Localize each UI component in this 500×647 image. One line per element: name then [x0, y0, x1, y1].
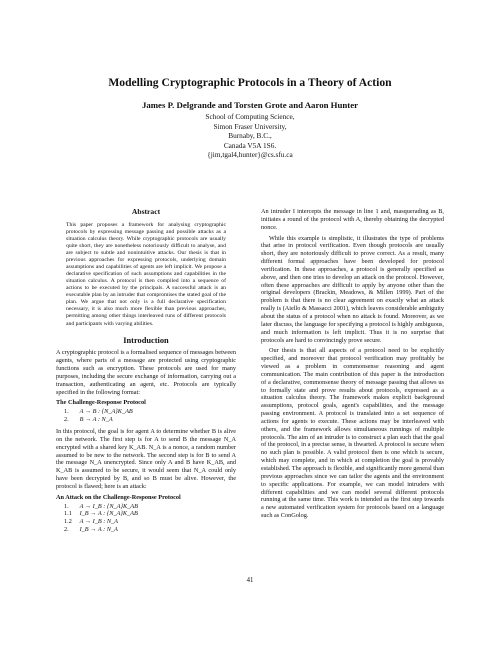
paper-authors: James P. Delgrande and Torsten Grote and Aaron Hunter: [141, 100, 359, 110]
intro-paragraph: In this protocol, the goal is for agent A to determine whether B is alive on the network. The first step is for A to send B the message N_A encrypted with a shared key K_AB. N_A is a nonce, a random number assumed to be new to the network. The second step is for B to send A the message N_A unencrypted. Since only A and B have K_AB, and K_AB is assumed to be secure, it would seem that N_A could only have been decrypted by B, and so B must be alive. However, the protocol is flawed; here is an attack:: [56, 427, 236, 490]
protocol-step: [56, 416, 236, 424]
body-paragraph: An intruder I intercepts the message in line 1 and, masquerading as B, initiates a round of the protocol with A, thereby obtaining the decrypted nonce.: [261, 208, 444, 231]
abstract-text: This paper proposes a framework for analysing cryptographic protocols by expressing message passing and possible attacks as a situation calculus theory. While cryptographic protocols are usually quite short, they are nonetheless notoriously difficult to analyse, and are subject to subtle and nonintuitive attacks. Our thesis is that in previous approaches for expressing protocols, underlying domain assumptions and capabilities of agents are left implicit. We propose a declarative specification of such assumptions and capabilities in the situation calculus. A protocol is then compiled into a sequence of actions to be executed by the principals. A successful attack is an executable plan by an intruder that compromises the stated goal of the plan. We argue that not only is a full declarative specification necessary, it is also much more flexible than previous approaches, permitting among other things interleaved runs of different protocols and participants with varying abilities.: [66, 221, 226, 327]
protocol-heading: The Challenge-Response Protocol: [56, 399, 146, 407]
intro-paragraph: A cryptographic protocol is a formalised sequence of messages between agents, where parts of a message are protected using cryptographic functions such as encryption. These protocols are used for many purposes, including the secure exchange of information, carrying out a transaction, authenticating an agent, etc. Protocols are typically specified in the following format:: [56, 349, 236, 396]
affiliation-line: Burnaby, B.C.,: [228, 131, 272, 141]
affiliation-email: {jim,tgal4,hunter}@cs.sfu.ca: [207, 150, 293, 160]
step-number: 2.: [64, 526, 69, 534]
affiliation-line: School of Computing Science,: [205, 112, 295, 121]
step-expression: A → I_B : {N_A}K_AB: [79, 502, 138, 510]
attack-steps: [56, 503, 236, 534]
step-expression: B → A : N_A: [79, 416, 113, 424]
body-paragraph: While this example is simplistic, it illustrates the type of problems that arise in protocol verification. Even though protocols are usually short, they are notoriously difficult to prove correct. As a result, many different formal approaches have been developed for protocol verification. In these approaches, a protocol is generally specified as above, and then one tries to develop an attack on the protocol. However, often these approaches are difficult to apply by anyone other than the original developers (Brackin, Meadows, & Millen 1999). Part of the problem is that there is no clear agreement on exactly what an attack really is (Aiello & Massacci 2001), which leaves considerable ambiguity about the status of a protocol when no attack is found. Moreover, as we later discuss, the language for specifying a protocol is highly ambiguous, and much information is left implicit. Thus it is no surprise that protocols are hard to convincingly prove secure.: [261, 234, 444, 344]
step-number: 2.: [64, 416, 69, 424]
attack-step: [56, 518, 236, 526]
step-number: 1.: [64, 502, 69, 510]
left-column: [56, 208, 236, 538]
step-expression: A → B : {N_A}K_AB: [79, 408, 133, 416]
step-number: 1.: [64, 408, 69, 416]
right-column: [261, 208, 444, 523]
attack-step: [56, 510, 236, 518]
attack-heading: An Attack on the Challenge-Response Protocol: [56, 493, 181, 501]
protocol-step: [56, 408, 236, 416]
protocol-steps: [56, 408, 236, 424]
step-expression: I_B → A : N_A: [79, 526, 118, 534]
affiliation-block: [0, 112, 500, 160]
attack-step: [56, 503, 236, 511]
paper-title: Modelling Cryptographic Protocols in a Theory of Action: [108, 76, 392, 89]
step-number: 1.1: [64, 510, 72, 518]
body-paragraph: Our thesis is that all aspects of a protocol need to be explicitly specified, and moreover that protocol verification may profitably be viewed as a problem in commonsense reasoning and agent communication. The main contribution of this paper is the introduction of a declarative, commonsense theory of message passing that allows us to formally state and prove results about protocols, expressed as a situation calculus theory. The framework makes explicit background assumptions, protocol goals, agent's capabilities, and the message passing environment. A protocol is translated into a set sequence of actions for agents to execute. These actions may be interleaved with others, and the framework allows simultaneous runnings of multiple protocols. The aim of an intruder is to construct a plan such that the goal of the protocol, in a precise sense, is thwarted. A protocol is secure when no such plan is possible. A valid protocol then is one which is secure, which may complete, and in which at completion the goal is provably established. The approach is flexible, and significantly more general than previous approaches since we can tailor the agents and the environment to specific applications. For example, we can model intruders with different capabilities and we can model several different protocols running at the same time. This work is intended as the first step towards a new automated verification system for protocols based on a language such as ConGolog.: [261, 347, 444, 520]
affiliation-line: Canada V5A 1S6.: [223, 140, 277, 150]
page-number: 41: [246, 577, 254, 584]
step-expression: A → I_B : N_A: [79, 518, 118, 526]
step-expression: I_B → A : {N_A}K_AB: [79, 510, 138, 518]
step-number: 1.2: [64, 518, 72, 526]
introduction-heading: Introduction: [123, 335, 169, 345]
attack-step: [56, 526, 236, 534]
abstract-heading: Abstract: [131, 207, 161, 216]
affiliation-line: Simon Fraser University,: [213, 121, 287, 131]
